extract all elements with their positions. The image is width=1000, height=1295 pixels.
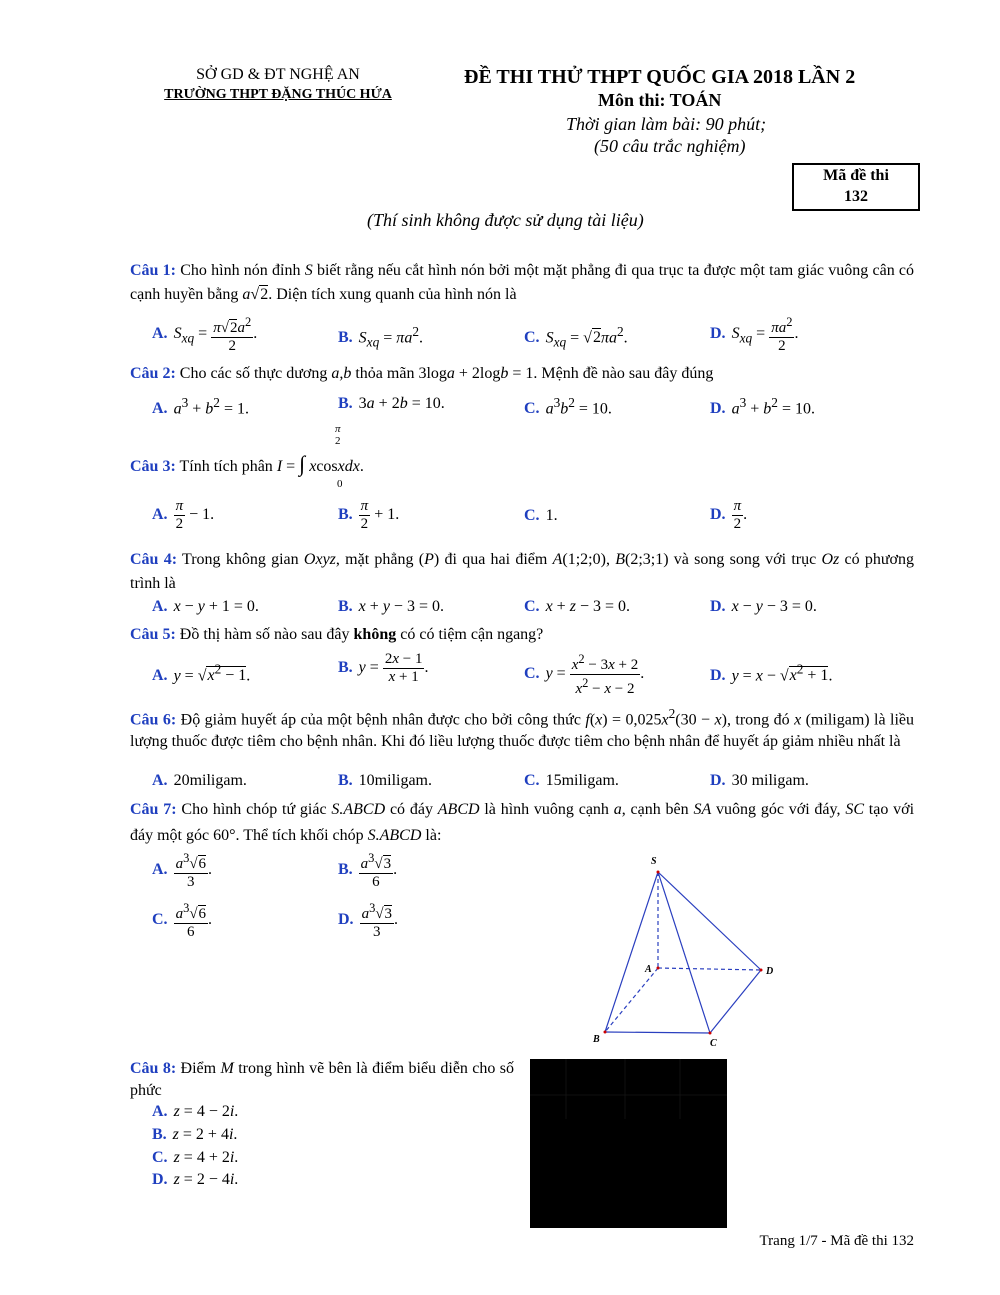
- option-label: A.: [152, 598, 168, 615]
- question-label: Câu 6:: [130, 711, 177, 729]
- option-label: D.: [710, 772, 726, 789]
- school-name: TRƯỜNG THPT ĐẶNG THÚC HỨA: [164, 87, 392, 102]
- question-4: Câu 4: Trong không gian Oxyz, mặt phẳng (P) đi qua hai điểm A(1;2;0), B(2;3;1) và song song với trục Oz có phương trình là: [130, 551, 915, 592]
- option-label: B.: [338, 395, 353, 412]
- option-d[interactable]: D. z = 2 − 4i.: [152, 1171, 239, 1188]
- option-label: B.: [338, 861, 353, 879]
- question-text: có có tiệm cận ngang?: [396, 626, 544, 643]
- edge-ab: [605, 968, 658, 1032]
- question-label: Câu 7:: [130, 801, 177, 818]
- option-label: A.: [152, 861, 168, 879]
- option-label: D.: [710, 598, 726, 615]
- pyramid-figure: [585, 850, 785, 1050]
- option-label: C.: [152, 911, 168, 929]
- option-b[interactable]: B. $\frac{a^3√3}{6}$ .: [338, 851, 398, 890]
- question-3: Câu 3: Tính tích phân I = ∫ xcosxdx.: [130, 451, 364, 476]
- option-b[interactable]: B. $\frac{\pi}{2}$ + 1.: [338, 498, 400, 532]
- option-label: C.: [524, 665, 540, 683]
- option-label: C.: [524, 507, 540, 524]
- option-text: 10miligam.: [358, 772, 432, 789]
- question-text: là hình vuông cạnh: [479, 801, 614, 818]
- option-a[interactable]: A. z = 4 − 2i.: [152, 1103, 239, 1120]
- edge-ad: [658, 968, 761, 970]
- question-text: thỏa mãn: [351, 365, 419, 382]
- label-a: A: [645, 964, 652, 975]
- question-text: có đáy: [385, 801, 438, 818]
- option-label: B.: [152, 1126, 167, 1143]
- option-text: 30 miligam.: [731, 772, 809, 789]
- option-label: C.: [524, 772, 540, 789]
- exam-code-label: Mã đề thi: [823, 167, 889, 184]
- question-text: có phương trình là: [130, 551, 915, 592]
- option-d[interactable]: D. $\frac{a^3√3}{3}$ .: [338, 901, 399, 940]
- option-label: D.: [338, 911, 354, 929]
- option-a[interactable]: A. x − y + 1 = 0.: [152, 598, 259, 615]
- exam-code-value: 132: [844, 188, 868, 205]
- question-label: Câu 8:: [130, 1060, 177, 1077]
- instruction-note: (Thí sinh không được sử dụng tài liệu): [367, 210, 644, 230]
- option-a[interactable]: A. $a^3 + b^2 = 1$.: [152, 395, 249, 418]
- question-1: Câu 1: Cho hình nón đỉnh S biết rằng nếu cắt hình nón bởi một mặt phẳng đi qua trục ta được một tam giác vuông cân có cạnh huyền bằng a√2. Diện tích xung quanh của hình nón là: [130, 262, 915, 303]
- question-label: Câu 4:: [130, 551, 178, 568]
- question-7: Câu 7: Cho hình chóp tứ giác S.ABCD có đáy ABCD là hình vuông cạnh a, cạnh bên SA vuông góc với đáy, SC tạo với đáy một góc 60°. Thể tích khối chóp S.ABCD là:: [130, 801, 915, 844]
- option-c[interactable]: C. z = 4 + 2i.: [152, 1149, 239, 1166]
- option-label: D.: [710, 325, 726, 343]
- question-text: Điểm: [176, 1060, 221, 1077]
- question-text: Cho các số thực dương: [175, 365, 332, 382]
- option-c[interactable]: C. $\frac{a^3√6}{6}$ .: [152, 901, 213, 940]
- option-label: A.: [152, 1103, 168, 1120]
- option-b[interactable]: B. 3a + 2b = 10.: [338, 395, 445, 412]
- option-c[interactable]: C. y = $\frac{x^2 - 3x + 2}{x^2 - x - 2}$ .: [524, 652, 645, 697]
- question-text: biết rằng nếu cắt hình nón bởi một mặt phẳng đi qua trục ta được một tam giác vuông cân có cạnh huyền bằng: [130, 262, 915, 303]
- option-d[interactable]: D. $\frac{\pi}{2}$ .: [710, 498, 748, 532]
- math: a: [242, 286, 251, 303]
- question-text: , mặt phẳng: [335, 551, 419, 568]
- edge-sb: [605, 872, 658, 1032]
- question-text: và song song với trục: [668, 551, 822, 568]
- option-label: A.: [152, 667, 168, 685]
- option-label: D.: [710, 400, 726, 418]
- option-label: D.: [152, 1171, 168, 1188]
- option-c[interactable]: C. x + z − 3 = 0.: [524, 598, 630, 615]
- subject-line: Môn thi: TOÁN: [598, 90, 722, 110]
- option-c[interactable]: C. $S_{xq} = √2\pi a^2$.: [524, 324, 628, 350]
- question-text: . Mệnh đề nào sau đây đúng: [533, 365, 714, 382]
- question-text: Cho hình nón đỉnh: [176, 262, 305, 279]
- complex-plane-image: [530, 1059, 727, 1228]
- question-label: Câu 3:: [130, 458, 176, 475]
- edge-cd: [710, 970, 761, 1033]
- label-s: S: [651, 856, 657, 867]
- option-text: 20miligam.: [173, 772, 247, 789]
- label-c: C: [710, 1038, 717, 1049]
- option-a[interactable]: A. $\frac{a^3√6}{3}$ .: [152, 851, 213, 890]
- integral-lower-limit: 0: [337, 478, 343, 490]
- option-text: 15miligam.: [545, 772, 619, 789]
- option-c[interactable]: C. $a^3b^2 = 10$.: [524, 395, 612, 418]
- time-line: Thời gian làm bài: 90 phút;: [566, 114, 767, 134]
- option-label: C.: [524, 329, 540, 347]
- question-text: vuông góc với đáy,: [711, 801, 846, 818]
- question-text: Đồ thị hàm số nào sau đây: [175, 626, 354, 643]
- option-label: D.: [710, 667, 726, 685]
- option-label: A.: [152, 400, 168, 418]
- question-text: đi qua hai điểm: [439, 551, 553, 568]
- option-label: C.: [524, 400, 540, 418]
- option-a[interactable]: A. $\frac{\pi}{2}$ − 1.: [152, 498, 215, 532]
- option-b[interactable]: B. x + y − 3 = 0.: [338, 598, 444, 615]
- question-text: Cho hình chóp tứ giác: [176, 801, 332, 818]
- option-a[interactable]: [152, 772, 247, 790]
- option-b[interactable]: B. $S_{xq} = \pi a^2$.: [338, 324, 423, 350]
- question-count: (50 câu trắc nghiệm): [594, 136, 746, 156]
- edge-bc: [605, 1032, 710, 1033]
- option-d[interactable]: D. $S_{xq}$ = $\frac{\pi a^2}{2}$ .: [710, 315, 799, 354]
- question-label: Câu 1:: [130, 262, 177, 279]
- label-d: D: [766, 966, 774, 977]
- option-b[interactable]: B. z = 2 + 4i.: [152, 1126, 238, 1143]
- department-name: SỞ GD & ĐT NGHỆ AN: [196, 66, 360, 83]
- question-text: Tính tích phân: [175, 458, 277, 475]
- option-label: A.: [152, 772, 168, 789]
- option-b[interactable]: B. y = $\frac{2x - 1}{x + 1}$ .: [338, 651, 429, 685]
- option-label: B.: [338, 506, 353, 524]
- page-footer: Trang 1/7 - Mã đề thi 132: [759, 1233, 914, 1249]
- option-label: B.: [338, 598, 353, 615]
- exam-code-box: [792, 163, 920, 211]
- question-text: trong hình vẽ bên là điểm biểu diễn cho số phức: [130, 1060, 515, 1099]
- option-a[interactable]: A. $y = √x^2 - 1$.: [152, 662, 251, 685]
- question-text: , cạnh bên: [621, 801, 694, 818]
- option-d[interactable]: D. $y = x - √x^2 + 1$.: [710, 662, 833, 685]
- math: S: [304, 262, 313, 279]
- question-text: Trong không gian: [177, 551, 304, 568]
- option-c[interactable]: C. 1.: [524, 507, 558, 524]
- faint-grid: [530, 1059, 727, 1228]
- option-d[interactable]: D. $a^3 + b^2 = 10$.: [710, 395, 815, 418]
- question-text: . Diện tích xung quanh của hình nón là: [268, 286, 517, 303]
- integral-upper-limit: π 2: [335, 423, 341, 447]
- exam-title: ĐỀ THI THỬ THPT QUỐC GIA 2018 LẦN 2: [464, 66, 856, 88]
- question-text: Độ giảm huyết áp của một bệnh nhân được cho bởi công thức: [176, 711, 586, 729]
- option-label: C.: [524, 598, 540, 615]
- option-label: B.: [338, 329, 353, 347]
- question-5: [130, 626, 543, 644]
- question-2: Câu 2: Cho các số thực dương a,b thỏa mãn 3loga + 2logb = 1. Mệnh đề nào sau đây đúng: [130, 365, 714, 382]
- question-label: Câu 2:: [130, 365, 176, 382]
- question-text: (miligam) là liều lượng thuốc được tiêm cho bệnh nhân. Khi đó liều lượng thuốc được tiêm cho bệnh nhân để huyết áp giảm nhiều nhất là: [130, 711, 915, 751]
- question-label: Câu 5:: [130, 626, 176, 643]
- question-text: là:: [421, 827, 442, 844]
- option-b[interactable]: [338, 772, 432, 790]
- option-c[interactable]: [524, 772, 619, 790]
- option-d[interactable]: D. x − y − 3 = 0.: [710, 598, 817, 615]
- label-b: B: [593, 1034, 600, 1045]
- question-8: Câu 8: Điểm M trong hình vẽ bên là điểm biểu diễn cho số phức: [130, 1060, 515, 1099]
- emphasis-text: không: [353, 626, 397, 643]
- option-label: C.: [152, 1149, 168, 1166]
- option-d[interactable]: [710, 772, 809, 790]
- option-label: B.: [338, 659, 353, 677]
- question-text: , trong đó: [726, 711, 795, 729]
- question-text: . Thể tích khối chóp: [235, 827, 368, 844]
- option-label: D.: [710, 506, 726, 524]
- question-text: tạo với đáy một góc: [130, 801, 915, 844]
- option-label: A.: [152, 325, 168, 343]
- option-a[interactable]: A. $S_{xq}$ = $\frac{\pi√2a^2}{2}$ .: [152, 315, 258, 354]
- option-label: B.: [338, 772, 353, 789]
- option-label: A.: [152, 506, 168, 524]
- question-6: Câu 6: Độ giảm huyết áp của một bệnh nhân được cho bởi công thức $f(x) = 0,025x^2(30 - x)$, trong đó x (miligam) là liều lượng thuốc được tiêm cho bệnh nhân. Khi đó liều lượng thuốc được tiêm cho bệnh nhân để huyết áp giảm nhiều nhất là: [130, 706, 915, 751]
